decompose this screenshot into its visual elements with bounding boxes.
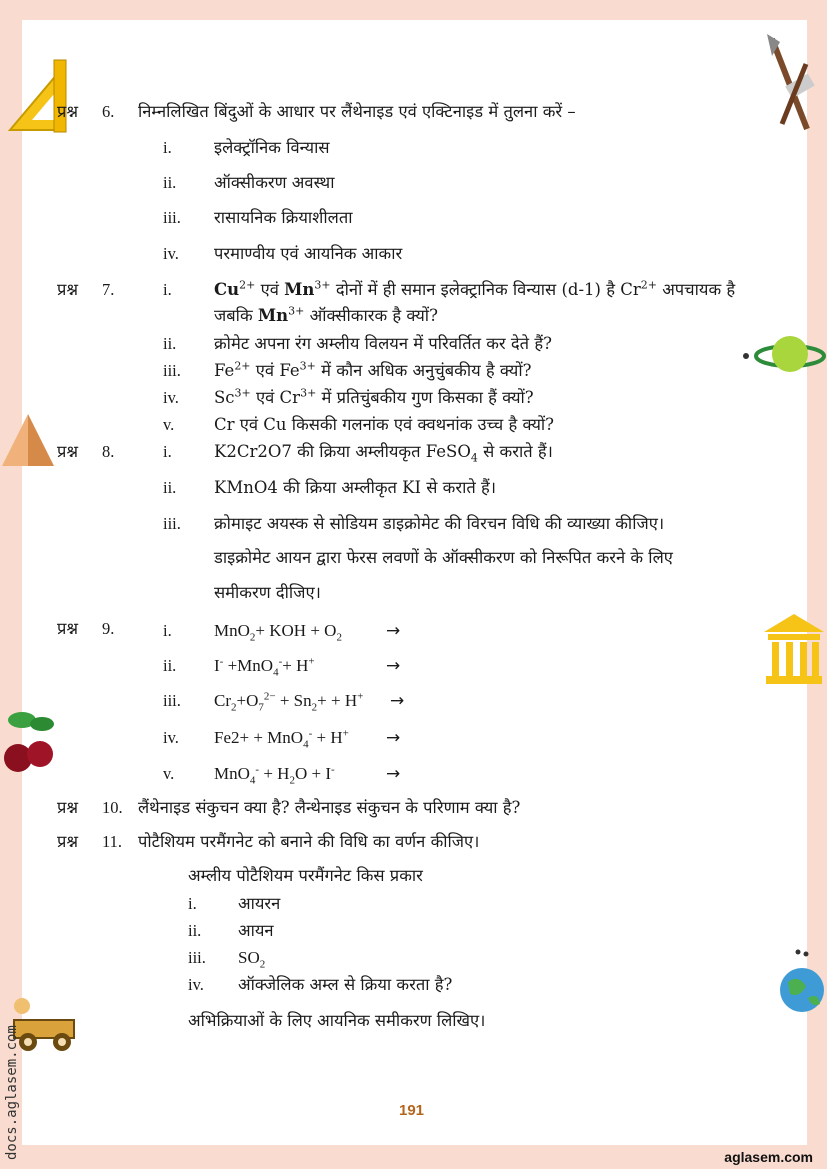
q7-item-roman: ii. — [163, 334, 177, 353]
globe-icon — [778, 948, 827, 1018]
tools-icon — [762, 34, 822, 134]
q11-item-formula: $SO_2$ — [238, 948, 266, 971]
q8-number: 8. — [102, 442, 115, 461]
reaction-arrow: → — [386, 764, 401, 784]
q8-item-roman: ii. — [163, 478, 177, 497]
q11-item-roman: i. — [188, 894, 197, 913]
q9-item-roman: iii. — [163, 691, 181, 710]
q8-i-text: K2Cr2O7 की क्रिया अम्लीयकृत FeSO$_4$ से कराते हैं। — [214, 442, 553, 465]
page-number: 191 — [399, 1102, 425, 1119]
q9-iv-equation: Fe2+ + MnO$_4$- + H+ — [214, 727, 349, 751]
q7-iii-text: $Fe^{2+}$ एवं $Fe^{3+}$ में कौन अधिक अनुचुंबकीय है क्यों? — [214, 359, 532, 380]
q8-item-roman: iii. — [163, 514, 181, 533]
q9-item-roman: ii. — [163, 656, 177, 675]
pyramid-icon — [0, 412, 56, 468]
q11-item-roman: iii. — [188, 948, 206, 967]
q11-item-roman: ii. — [188, 921, 202, 940]
q7-item-roman: i. — [163, 280, 172, 299]
q8-ii-text: KMnO4 की क्रिया अम्लीकृत KI से कराते हैं। — [214, 478, 497, 497]
q9-label: प्रश्न — [57, 619, 79, 638]
cherries-icon — [2, 706, 58, 780]
ruler-set-square-icon — [2, 58, 72, 136]
q6-item-roman: i. — [163, 138, 172, 157]
q11-item-text: ऑक्जेलिक अम्ल से क्रिया करता है? — [238, 975, 453, 994]
q11-number: 11. — [102, 832, 123, 851]
q11-item-text: आयन — [238, 921, 274, 940]
q8-iii-line1: क्रोमाइट अयस्क से सोडियम डाइक्रोमेट की विरचन विधि की व्याख्या कीजिए। — [214, 514, 665, 533]
q8-item-roman: i. — [163, 442, 172, 461]
q6-item-roman: iii. — [163, 208, 181, 227]
reaction-arrow: → — [386, 621, 401, 641]
q11-subtext: अम्लीय पोटैशियम परमैंगनेट किस प्रकार — [188, 866, 423, 885]
q7-number: 7. — [102, 280, 115, 299]
site-brand: aglasem.com — [724, 1149, 813, 1165]
q11-text: पोटैशियम परमैंगनेट को बनाने की विधि का वर्णन कीजिए। — [138, 832, 480, 851]
q6-item-roman: ii. — [163, 173, 177, 192]
q9-v-equation: $MnO_4^- + H_2O + I^-$ — [214, 763, 335, 787]
q8-label: प्रश्न — [57, 442, 79, 461]
q8-iii-line3: समीकरण दीजिए। — [214, 583, 321, 602]
q7-v-text: Cr एवं Cu किसकी गलनांक एवं क्वथनांक उच्च है क्यों? — [214, 415, 555, 434]
q9-number: 9. — [102, 619, 115, 638]
q7-i-line1: $Cu^{2+}$ एवं $Mn^{3+}$ दोनों में ही समान इलेक्ट्रानिक विन्यास (d-1) है $Cr^{2+}$ अपचायक है — [214, 278, 736, 299]
q7-item-roman: iv. — [163, 388, 179, 407]
q9-item-roman: i. — [163, 621, 172, 640]
planet-icon — [740, 330, 826, 382]
q7-item-roman: iii. — [163, 361, 181, 380]
q7-ii-text: क्रोमेट अपना रंग अम्लीय विलयन में परिवर्तित कर देते हैं? — [214, 334, 552, 353]
q9-item-roman: v. — [163, 764, 175, 783]
q6-item-text: परमाण्वीय एवं आयनिक आकार — [214, 244, 403, 263]
q6-item-text: इलेक्ट्रॉनिक विन्यास — [214, 138, 330, 157]
q11-final-text: अभिक्रियाओं के लिए आयनिक समीकरण लिखिए। — [188, 1011, 486, 1030]
q10-number: 10. — [102, 798, 123, 817]
q9-item-roman: iv. — [163, 728, 179, 747]
q11-item-roman: iv. — [188, 975, 204, 994]
q7-label: प्रश्न — [57, 280, 79, 299]
temple-icon — [762, 612, 826, 686]
q8-iii-line2: डाइक्रोमेट आयन द्वारा फेरस लवणों के ऑक्सीकरण को निरूपित करने के लिए — [214, 548, 673, 567]
side-watermark: docs.aglasem.com — [4, 1025, 20, 1160]
q9-iii-equation: $Cr_2+O_7^{2-} + Sn_2+ + H^+$ — [214, 690, 364, 714]
q11-label: प्रश्न — [57, 832, 79, 851]
reaction-arrow: → — [386, 728, 401, 748]
q10-label: प्रश्न — [57, 798, 79, 817]
q6-label: प्रश्न — [57, 102, 79, 121]
q7-iv-text: $Sc^{3+}$ एवं $Cr^{3+}$ में प्रतिचुंबकीय गुण किसका हैं क्यों? — [214, 386, 534, 407]
q7-i-line2: जबकि $Mn^{3+}$ ऑक्सीकारक है क्यों? — [214, 304, 438, 325]
q6-number: 6. — [102, 102, 115, 121]
q6-text: निम्नलिखित बिंदुओं के आधार पर लैंथेनाइड एवं एक्टिनाइड में तुलना करें – — [138, 102, 576, 121]
q9-i-equation: MnO$_2$+ KOH + $O_2$ — [214, 621, 342, 644]
reaction-arrow: → — [386, 656, 401, 676]
q9-ii-equation: I- +MnO$_4$-+ H+ — [214, 655, 315, 679]
reaction-arrow: → — [390, 691, 405, 711]
q7-item-roman: v. — [163, 415, 175, 434]
q10-text: लैंथेनाइड संकुचन क्या है? लैन्थेनाइड संकुचन के परिणाम क्या है? — [138, 798, 521, 817]
q6-item-roman: iv. — [163, 244, 179, 263]
q6-item-text: रासायनिक क्रियाशीलता — [214, 208, 353, 227]
q11-item-text: आयरन — [238, 894, 281, 913]
q6-item-text: ऑक्सीकरण अवस्था — [214, 173, 335, 192]
